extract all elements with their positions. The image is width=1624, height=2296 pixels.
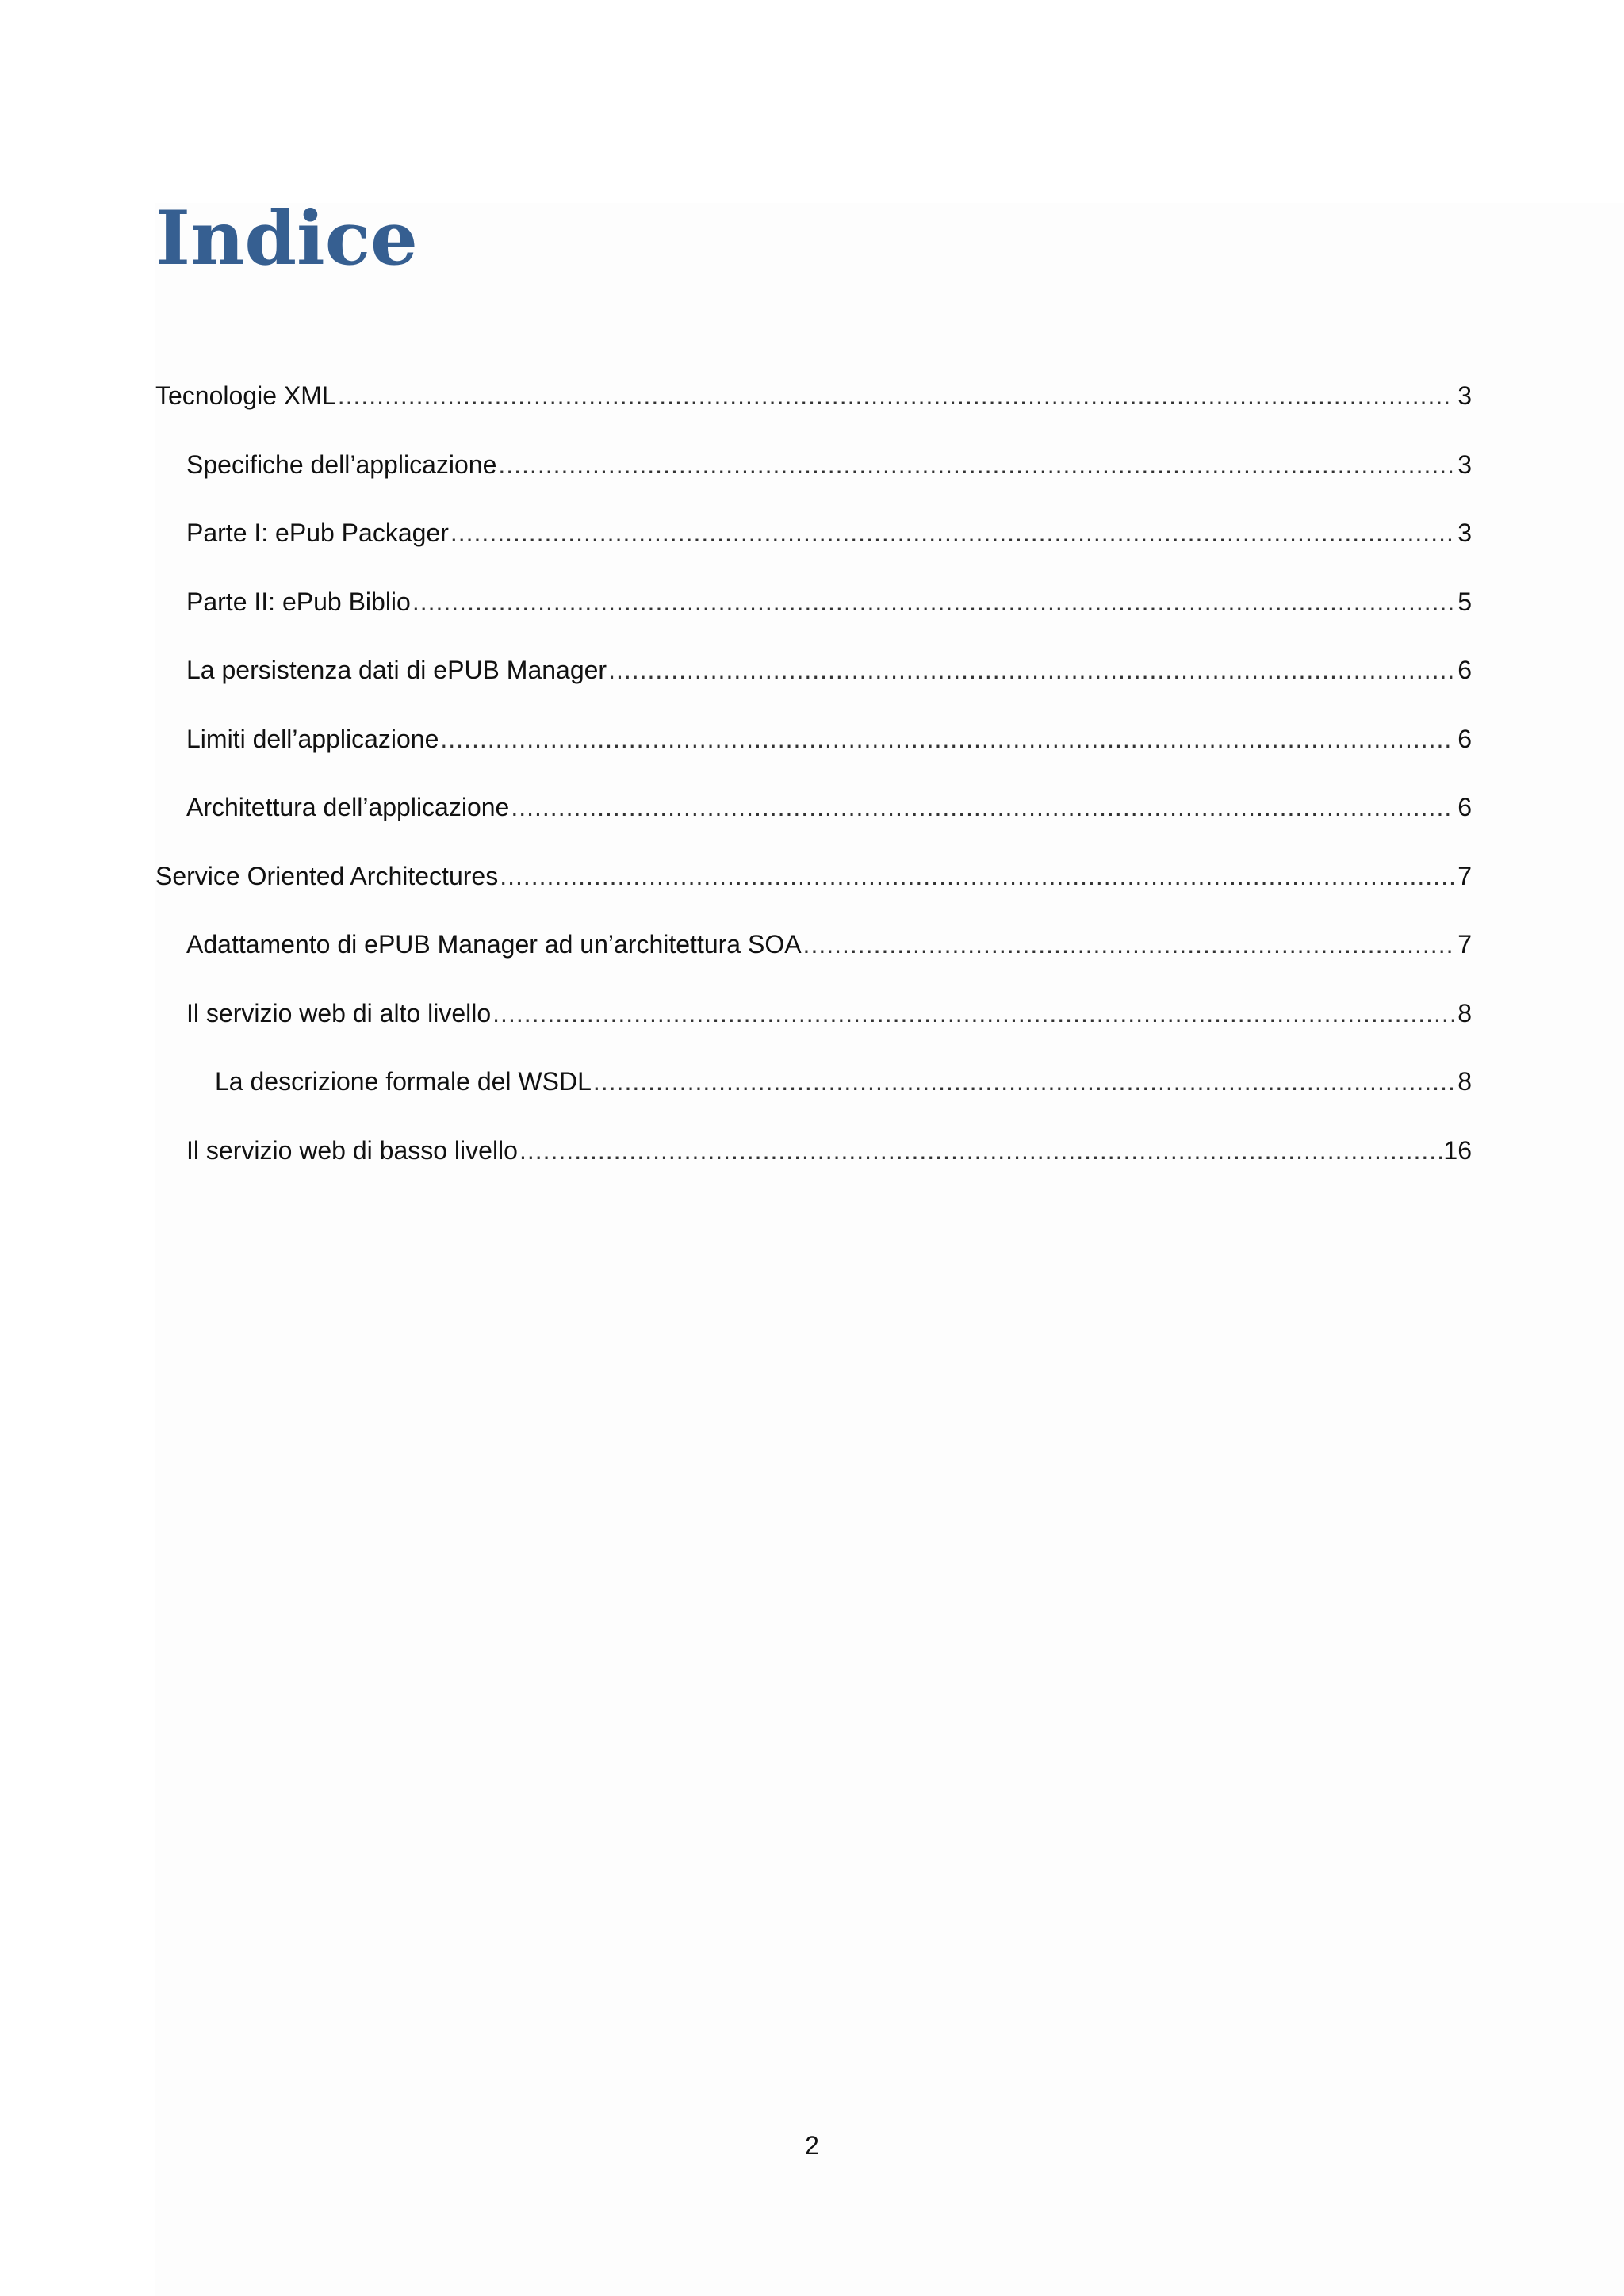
toc-entry-page: 7 <box>1457 861 1472 890</box>
toc-entry-page: 16 <box>1443 1135 1472 1165</box>
toc-entry[interactable] <box>155 647 1472 716</box>
toc-entry-title: La descrizione formale del WSDL <box>215 1067 592 1096</box>
toc-dot-leader <box>498 442 1454 488</box>
toc-entry[interactable] <box>155 579 1472 648</box>
toc-entry[interactable] <box>155 510 1472 579</box>
toc-entry[interactable] <box>155 921 1472 990</box>
toc-dot-leader <box>450 510 1454 556</box>
toc-dot-leader <box>511 784 1454 830</box>
toc-dot-leader <box>412 579 1454 625</box>
toc-entry-title: Il servizio web di basso livello <box>186 1135 518 1165</box>
toc-entry[interactable] <box>155 853 1472 922</box>
toc-entry[interactable] <box>155 1058 1472 1127</box>
toc-entry[interactable] <box>155 784 1472 853</box>
toc-entry[interactable] <box>155 1127 1472 1196</box>
toc-entry-title: Architettura dell’applicazione <box>186 793 510 821</box>
toc-entry-page: 5 <box>1457 587 1472 616</box>
toc-entry-title: Il servizio web di alto livello <box>186 998 492 1027</box>
toc-entry-page: 3 <box>1457 381 1472 410</box>
toc-entry-page: 6 <box>1457 656 1472 684</box>
toc-dot-leader <box>440 716 1454 762</box>
toc-entry-title: Parte II: ePub Biblio <box>186 587 411 616</box>
toc-dot-leader <box>593 1058 1454 1104</box>
toc-dot-leader <box>492 990 1454 1036</box>
toc-entry[interactable] <box>155 990 1472 1059</box>
page-title: Indice <box>155 195 418 282</box>
toc-entry[interactable] <box>155 442 1472 511</box>
toc-entry-title: Parte I: ePub Packager <box>186 519 449 547</box>
toc-entry-title: Tecnologie XML <box>155 381 336 410</box>
toc-entry-title: Adattamento di ePUB Manager ad un’architettura SOA <box>186 930 802 959</box>
toc-entry[interactable] <box>155 716 1472 785</box>
toc-entry-page: 8 <box>1457 998 1472 1027</box>
toc-entry-title: Limiti dell’applicazione <box>186 724 439 753</box>
toc-entry-title: La persistenza dati di ePUB Manager <box>186 656 607 684</box>
page-number: 2 <box>805 2131 819 2160</box>
toc-dot-leader <box>608 647 1454 693</box>
toc-dot-leader <box>803 921 1454 967</box>
toc-dot-leader <box>338 373 1454 419</box>
toc-dot-leader <box>519 1127 1442 1173</box>
table-of-contents <box>155 373 1472 1196</box>
toc-entry-page: 6 <box>1457 724 1472 753</box>
toc-entry-page: 6 <box>1457 793 1472 821</box>
toc-entry-page: 3 <box>1457 450 1472 479</box>
toc-entry-page: 7 <box>1457 930 1472 959</box>
toc-entry-title: Service Oriented Architectures <box>155 861 499 890</box>
toc-entry-page: 3 <box>1457 519 1472 547</box>
toc-entry-page: 8 <box>1457 1067 1472 1096</box>
toc-entry[interactable] <box>155 373 1472 442</box>
toc-dot-leader <box>500 853 1454 899</box>
toc-entry-title: Specifiche dell’applicazione <box>186 450 497 479</box>
